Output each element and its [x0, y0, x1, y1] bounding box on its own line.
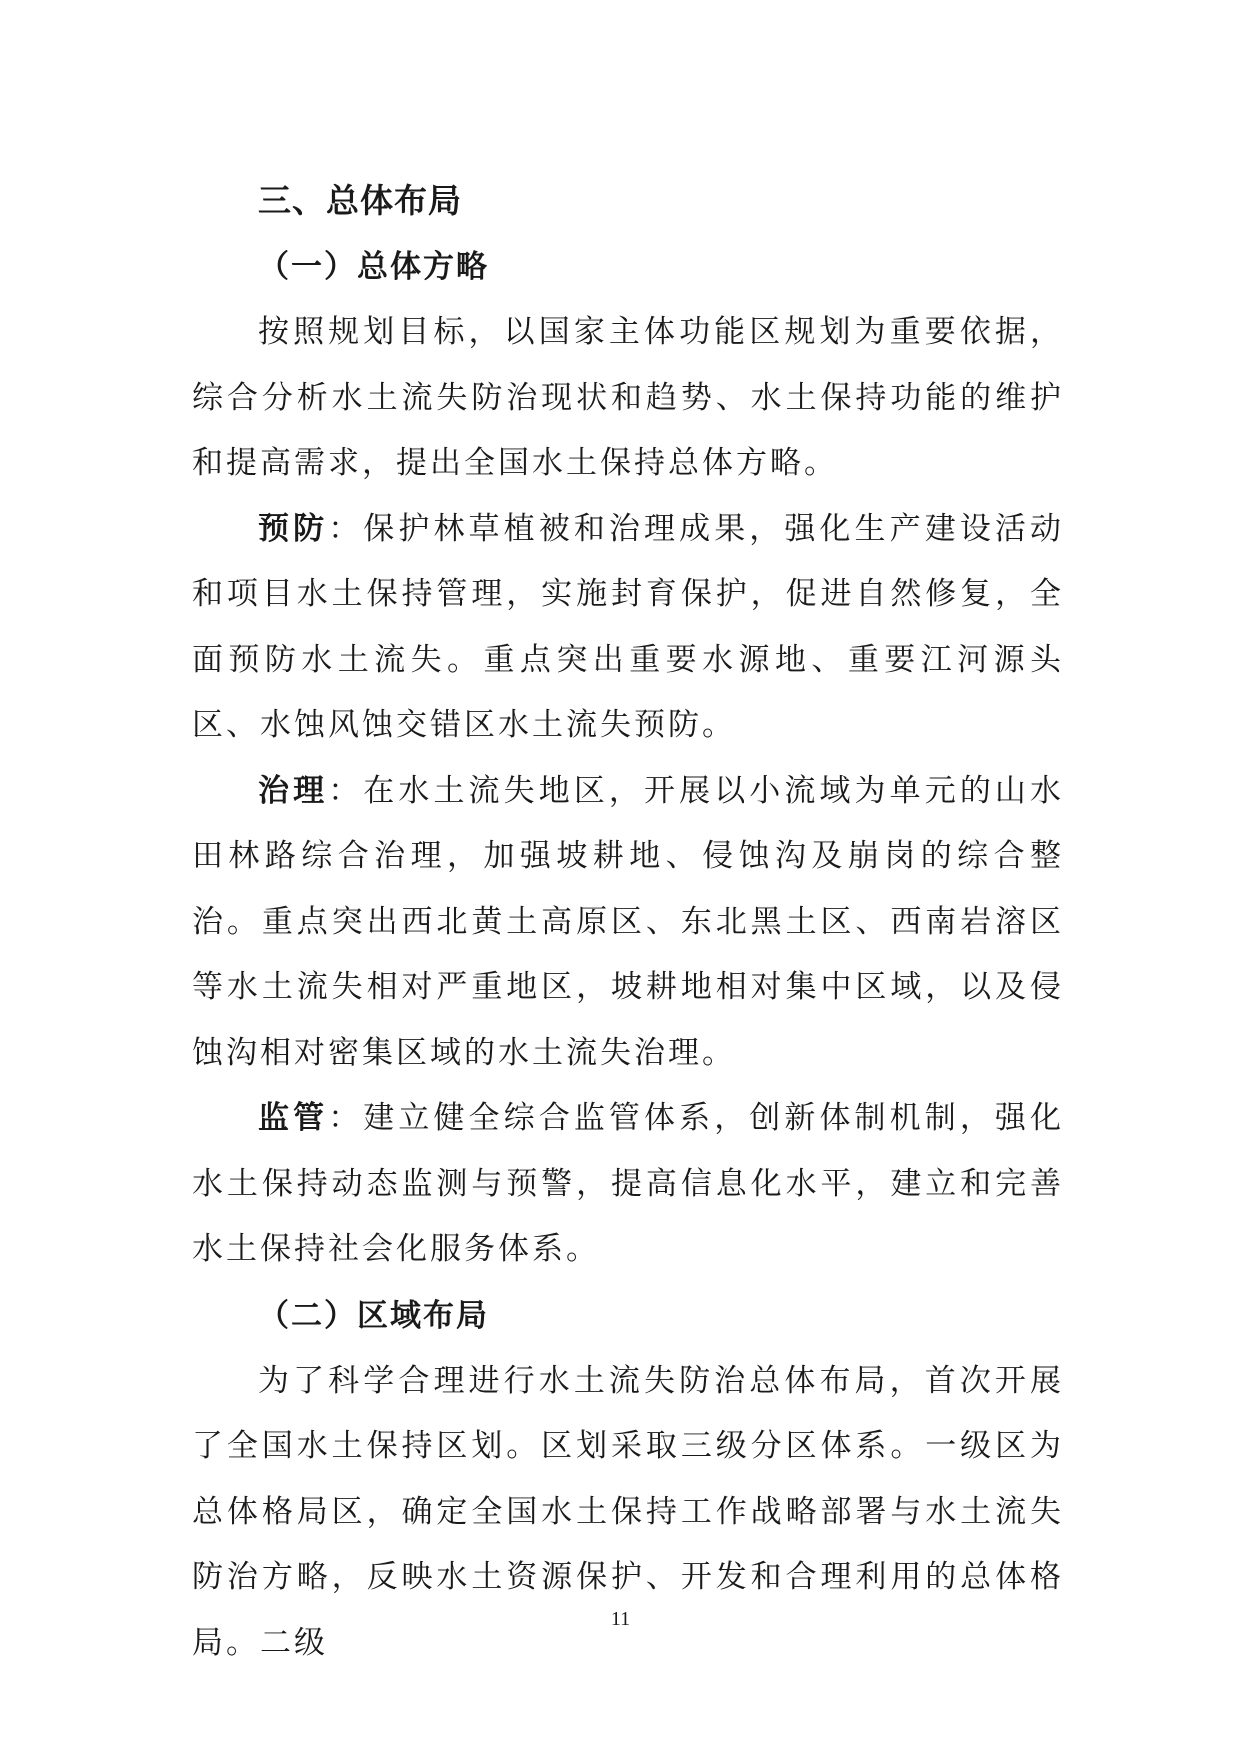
page-number: 11 [610, 1608, 631, 1630]
prevention-text: 保护林草植被和治理成果，强化生产建设活动和项目水土保持管理，实施封育保护，促进自然修复，全面预防水土流失。重点突出重要水源地、重要江河源头区、水蚀风蚀交错区水土流失预防。 [192, 510, 1065, 743]
paragraph-supervision [192, 1086, 1064, 1283]
treatment-lead-term: 治理 [258, 772, 329, 809]
prevention-lead-term: 预防 [258, 510, 329, 547]
supervision-lead-term: 监管 [258, 1100, 329, 1136]
supervision-colon: ： [328, 1100, 364, 1136]
paragraph-overall-strategy-intro: 按照规划目标，以国家主体功能区规划为重要依据，综合分析水土流失防治现状和趋势、水土保持功能的维护和提高需求，提出全国水土保持总体方略。 [192, 314, 1064, 481]
paragraph-treatment [192, 759, 1064, 1087]
supervision-text: 建立健全综合监管体系，创新体制机制，强化水土保持动态监测与预警，提高信息化水平，建立和完善水土保持社会化服务体系。 [192, 1100, 1065, 1267]
prevention-colon: ： [328, 510, 364, 547]
paragraph-regional-layout: 为了科学合理进行水土流失防治总体布局，首次开展了全国水土保持区划。区划采取三级分区体系。一级区为总体格局区，确定全国水土保持工作战略部署与水土流失防治方略，反映水土资源保护、开发和合理利用的总体格局。二级 [192, 1362, 1064, 1661]
treatment-text: 在水土流失地区，开展以小流域为单元的山水田林路综合治理，加强坡耕地、侵蚀沟及崩岗的综合整治。重点突出西北黄土高原区、东北黑土区、西南岩溶区等水土流失相对严重地区，坡耕地相对集中区域，以及侵蚀沟相对密集区域的水土流失治理。 [192, 772, 1065, 1071]
subsection-heading-regional-layout: （二）区域布局 [258, 1297, 489, 1334]
section-heading: 三、总体布局 [258, 181, 462, 220]
treatment-colon: ： [328, 772, 364, 809]
document-body [192, 168, 1064, 1676]
paragraph-prevention [192, 497, 1064, 759]
subsection-heading-overall-strategy: （一）总体方略 [258, 249, 489, 285]
